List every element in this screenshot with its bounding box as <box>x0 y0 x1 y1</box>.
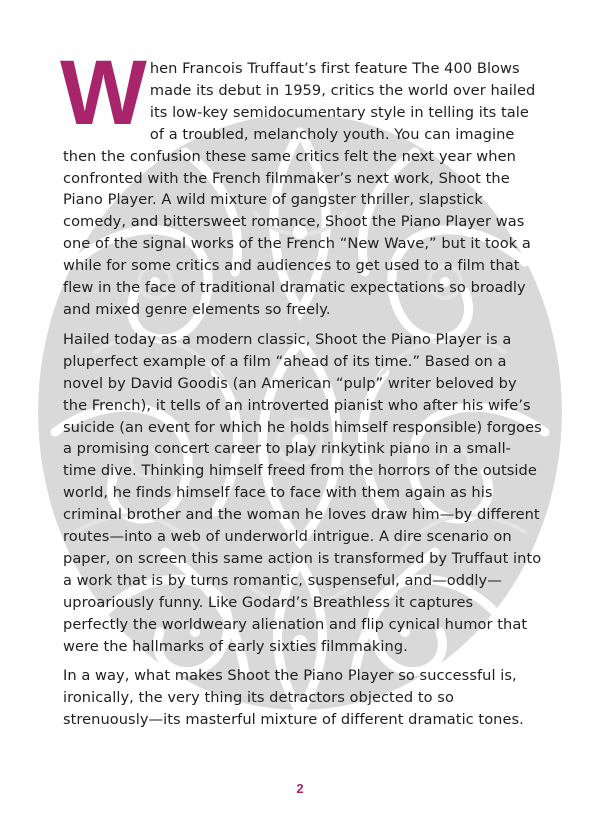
paragraph-2: Hailed today as a modern classic, Shoot the Piano Player is a pluperfect example of a film “ahead of its time.” Based on a novel by David Goodis (an American “pulp” writer beloved by the French), it tells of an introverted pianist who after his wife’s suicide (an event for which he holds himself responsible) forgoes a promising concert career to play rinkytink piano in a small-time dive. Thinking himself freed from the horrors of the outside world, he finds himself face to face with them again as his criminal brother and the woman he loves draw him—by different routes—into a web of underworld intrigue. A dire scenario on paper, on screen this same action is transformed by Truffaut into a work that is by turns romantic, suspenseful, and—oddly—uproariously funny. Like Godard’s Breathless it captures perfectly the worldweary alienation and flip cynical humor that were the hallmarks of early sixties filmmaking. <box>63 330 542 655</box>
paragraph-1-text: hen Francois Truffaut’s first feature The 400 Blows made its debut in 1959, critics the world over hailed its low-key semidocumentary style in telling its tale of a troubled, melancholy youth. You can imagine then the confusion these same critics felt the next year when confronted with the French filmmaker’s next work, Shoot the Piano Player. A wild mixture of gangster thriller, slapstick comedy, and bittersweet romance, Shoot the Piano Player was one of the signal works of the French “New Wave,” but it took a while for some critics and audiences to get used to a film that flew in the face of traditional dramatic expectations so broadly and mixed genre elements so freely. <box>63 60 536 318</box>
page-number: 2 <box>296 781 304 796</box>
paragraph-1 <box>60 42 543 321</box>
paragraph-3: In a way, what makes Shoot the Piano Player so successful is, ironically, the very thing its detractors objected to so strenuously—its masterful mixture of different dramatic tones. <box>63 667 524 729</box>
drop-cap: W <box>60 42 144 144</box>
article-body <box>60 42 543 739</box>
